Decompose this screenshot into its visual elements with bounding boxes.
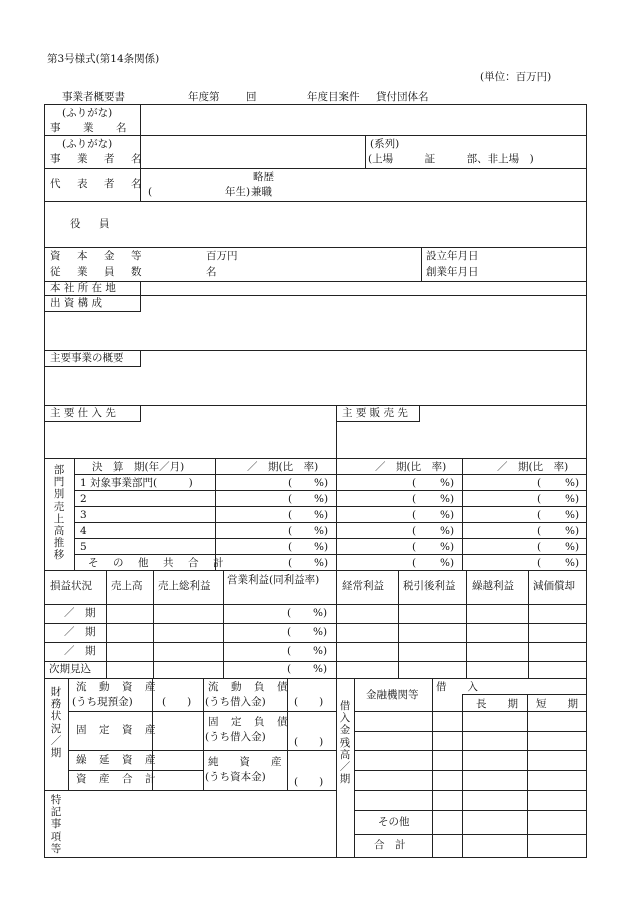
customers-label: 主 要 販 売 先 bbox=[342, 407, 408, 419]
officers-label: 役 員 bbox=[70, 218, 114, 230]
paren-pair: ( ) bbox=[294, 696, 324, 708]
fiscal-header: 決 算 期(年／月) bbox=[92, 461, 185, 473]
other-label: その他 bbox=[378, 816, 410, 828]
birth-year-label: 年生) bbox=[225, 186, 251, 198]
operator-name-label: 事 業 者 名 bbox=[50, 153, 145, 165]
finance-side-label: 財務状況／期 bbox=[50, 686, 62, 759]
paren: ( bbox=[412, 557, 417, 569]
pl-header-net: 税引後利益 bbox=[403, 580, 456, 592]
pct: %) bbox=[440, 493, 455, 505]
kai-label: 回 bbox=[246, 91, 257, 103]
period-header-3: ／ 期(比 率) bbox=[497, 461, 569, 473]
pct: %) bbox=[314, 477, 329, 489]
pct: %) bbox=[440, 541, 455, 553]
paren: ( bbox=[412, 477, 417, 489]
paren-pair: ( ) bbox=[294, 776, 324, 788]
paren: ( bbox=[537, 493, 542, 505]
paren: ( bbox=[288, 557, 293, 569]
paren: ( bbox=[537, 541, 542, 553]
sales-row-label: 3 bbox=[80, 509, 87, 521]
fixed-assets-label: 固 定 資 産 bbox=[76, 724, 157, 736]
founded-label: 創業年月日 bbox=[426, 266, 479, 278]
sales-row-label: 1 対象事業部門( ) bbox=[80, 477, 193, 489]
representative-label: 代 表 者 名 bbox=[50, 178, 145, 190]
paren: ( bbox=[287, 626, 292, 638]
employees-label: 従 業 員 数 bbox=[50, 266, 145, 278]
paren: ( bbox=[412, 509, 417, 521]
pl-period-label: ／ 期 bbox=[64, 607, 96, 619]
pct: %) bbox=[565, 477, 580, 489]
paren: ( bbox=[288, 509, 293, 521]
form-number: 第3号様式(第14条関係) bbox=[47, 53, 160, 65]
pct: %) bbox=[440, 509, 455, 521]
unit-label: (単位：百万円) bbox=[480, 71, 552, 83]
year-no-label: 年度第 bbox=[188, 91, 220, 103]
doc-title: 事業者概要書 bbox=[62, 91, 125, 103]
listing-label: (上場 証 部、非上場 ) bbox=[368, 153, 534, 165]
year-case-label: 年度目案件 bbox=[307, 91, 360, 103]
paren-pair: ( ) bbox=[294, 736, 324, 748]
established-label: 設立年月日 bbox=[426, 250, 479, 262]
org-name-label: 貸付団体名 bbox=[376, 91, 429, 103]
paren: ( bbox=[412, 525, 417, 537]
pct: %) bbox=[565, 493, 580, 505]
pct: %) bbox=[565, 525, 580, 537]
suppliers-label: 主 要 仕 入 先 bbox=[50, 407, 116, 419]
period-header-2: ／ 期(比 率) bbox=[375, 461, 447, 473]
head-office-label: 本 社 所 在 地 bbox=[50, 282, 116, 294]
career-label: 略歴 bbox=[253, 171, 274, 183]
pl-header-sales: 売上高 bbox=[111, 580, 143, 592]
pct: %) bbox=[314, 557, 329, 569]
pl-period-label: ／ 期 bbox=[64, 626, 96, 638]
sales-row-label: 5 bbox=[80, 541, 87, 553]
pct: %) bbox=[314, 525, 329, 537]
paren: ( bbox=[537, 525, 542, 537]
paren: ( bbox=[537, 557, 542, 569]
paren: ( bbox=[287, 607, 292, 619]
short-term-label: 短 期 bbox=[536, 698, 578, 710]
keiretsu-label: (系列) bbox=[370, 138, 400, 150]
borrow-label: 借 入 bbox=[436, 681, 478, 693]
pl-header-ordinary: 経常利益 bbox=[342, 580, 384, 592]
sales-row-label: 4 bbox=[80, 525, 87, 537]
million-yen-label: 百万円 bbox=[206, 250, 238, 262]
pl-header-gross: 売上総利益 bbox=[158, 580, 211, 592]
pct: %) bbox=[565, 557, 580, 569]
paren: ( bbox=[537, 509, 542, 521]
pct: %) bbox=[314, 541, 329, 553]
sales-row-label: 2 bbox=[80, 493, 87, 505]
paren: ( bbox=[288, 493, 293, 505]
persons-label: 名 bbox=[206, 266, 217, 278]
capital-structure-label: 出 資 構 成 bbox=[50, 297, 103, 309]
notes-side-label: 特記事項等 bbox=[50, 794, 62, 855]
pct: %) bbox=[440, 557, 455, 569]
pct: %) bbox=[314, 493, 329, 505]
paren: ( bbox=[288, 541, 293, 553]
pl-header-retained: 繰越利益 bbox=[472, 580, 514, 592]
net-assets-label: 純 資 産 bbox=[208, 756, 282, 768]
total-assets-label: 資 産 合 計 bbox=[76, 773, 157, 785]
paren: ( bbox=[412, 493, 417, 505]
current-assets-label: 流 動 資 産 bbox=[76, 681, 157, 693]
paren: ( bbox=[288, 477, 293, 489]
pl-period-label: ／ 期 bbox=[64, 645, 96, 657]
paren: ( bbox=[287, 663, 292, 675]
paren: ( bbox=[537, 477, 542, 489]
pct: %) bbox=[313, 607, 328, 619]
net-assets-sub: (うち資本金) bbox=[205, 771, 266, 783]
pl-next-label: 次期見込 bbox=[49, 663, 91, 675]
pct: %) bbox=[440, 525, 455, 537]
borrow-side-label: 借入金残高／期 bbox=[339, 700, 351, 786]
period-header-1: ／ 期(比 率) bbox=[247, 461, 319, 473]
pct: %) bbox=[565, 509, 580, 521]
total-label: 合 計 bbox=[374, 839, 406, 851]
pct: %) bbox=[313, 626, 328, 638]
birth-paren: ( bbox=[148, 186, 153, 198]
pct: %) bbox=[313, 663, 328, 675]
furigana-label-2: (ふりがな) bbox=[62, 138, 113, 150]
pct: %) bbox=[565, 541, 580, 553]
main-business-label: 主要事業の概要 bbox=[50, 352, 124, 364]
current-assets-sub: (うち現預金) bbox=[72, 696, 133, 708]
business-name-label: 事 業 名 bbox=[50, 122, 133, 134]
concurrent-label: 兼職 bbox=[251, 186, 272, 198]
current-liab-sub: (うち借入金) bbox=[205, 696, 266, 708]
long-term-label: 長 期 bbox=[476, 698, 518, 710]
sales-row-label: そ の 他 共 合 計 bbox=[88, 557, 226, 569]
deferred-assets-label: 繰 延 資 産 bbox=[76, 754, 157, 766]
pl-header-status: 損益状況 bbox=[50, 580, 92, 592]
pct: %) bbox=[440, 477, 455, 489]
paren: ( bbox=[287, 645, 292, 657]
capital-label: 資 本 金 等 bbox=[50, 250, 145, 262]
sales-side-label: 部門別売上高推移 bbox=[53, 464, 65, 562]
furigana-label-1: (ふりがな) bbox=[62, 107, 113, 119]
paren: ( bbox=[412, 541, 417, 553]
fixed-liab-label: 固 定 負 債 bbox=[208, 716, 289, 728]
paren-pair: ( ) bbox=[162, 696, 192, 708]
pct: %) bbox=[314, 509, 329, 521]
pl-header-depreciation: 減価償却 bbox=[533, 580, 575, 592]
fixed-liab-sub: (うち借入金) bbox=[205, 731, 266, 743]
pct: %) bbox=[313, 645, 328, 657]
pl-header-operating: 営業利益(同利益率) bbox=[227, 574, 320, 586]
paren: ( bbox=[288, 525, 293, 537]
current-liab-label: 流 動 負 債 bbox=[208, 681, 289, 693]
institution-label: 金融機関等 bbox=[366, 689, 419, 701]
